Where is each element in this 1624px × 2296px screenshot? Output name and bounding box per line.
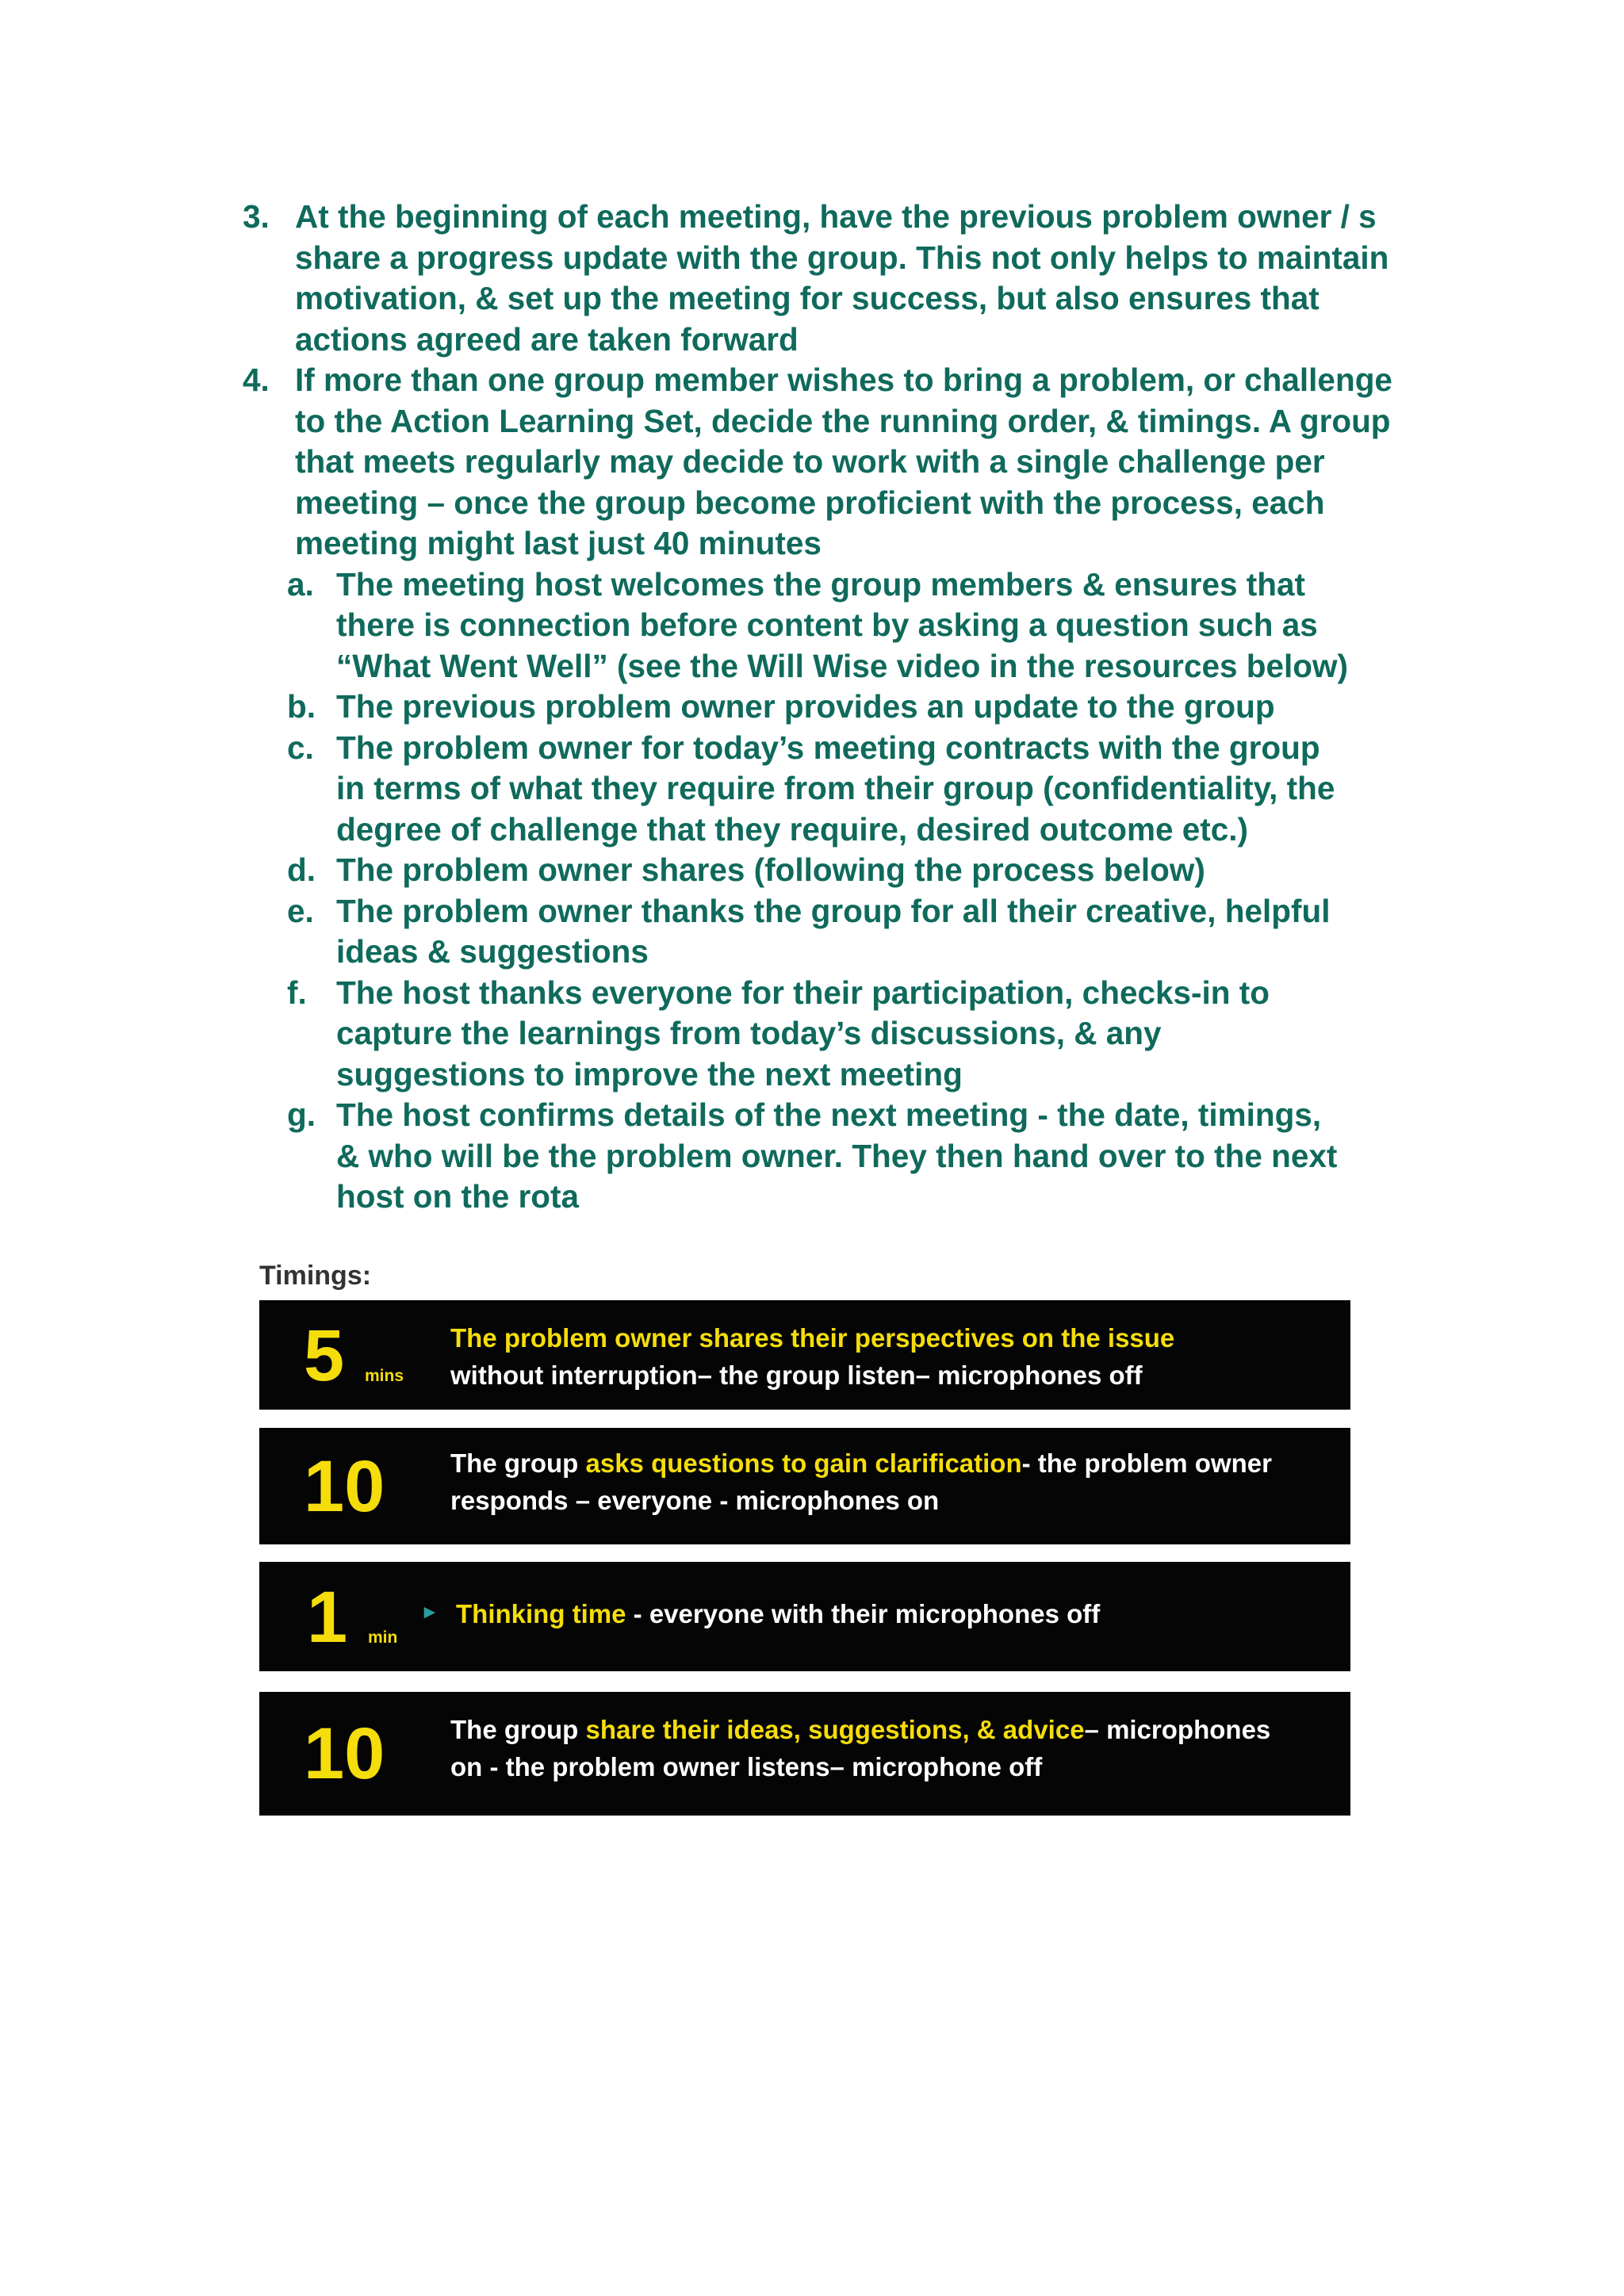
timing-description <box>456 1595 1336 1632</box>
step-line: meeting – once the group become proficient with the process, each <box>295 484 1325 521</box>
timing-line-1 <box>450 1711 1331 1748</box>
timing-description <box>450 1445 1331 1519</box>
sub-item-c <box>287 728 1448 851</box>
arrow-right-icon: ► <box>420 1601 439 1623</box>
step-line: At the beginning of each meeting, have the previous problem owner / s <box>295 198 1377 235</box>
sub-line: in terms of what they require from their group (confidentiality, the <box>336 770 1335 806</box>
sub-line: capture the learnings from today’s discussions, & any <box>336 1015 1162 1051</box>
timing-text: - the problem owner <box>1021 1448 1272 1478</box>
timing-description <box>450 1319 1331 1394</box>
timing-line: responds – everyone - microphones on <box>450 1486 940 1515</box>
step-4 <box>243 360 1448 564</box>
sub-letter: f. <box>287 974 307 1011</box>
step-line: share a progress update with the group. This not only helps to maintain <box>295 239 1389 276</box>
sub-item-b <box>287 687 1448 728</box>
timing-value: 5 <box>304 1315 345 1396</box>
step-body <box>295 197 1448 360</box>
timing-line-1 <box>450 1445 1331 1482</box>
sub-letter: b. <box>287 688 316 725</box>
timing-box-1 <box>259 1300 1350 1410</box>
sub-letter: e. <box>287 892 314 929</box>
sub-line: The previous problem owner provides an update to the group <box>336 688 1275 725</box>
sub-line: The problem owner thanks the group for all their creative, helpful <box>336 892 1331 929</box>
sub-item-f <box>287 973 1448 1096</box>
sub-line: The problem owner for today’s meeting contracts with the group <box>336 729 1320 766</box>
step-3 <box>243 197 1448 360</box>
steps-list <box>243 197 1448 1218</box>
sub-item-e <box>287 891 1448 973</box>
timing-line-1 <box>456 1595 1336 1632</box>
timing-highlight: share their ideas, suggestions, & advice <box>585 1715 1085 1744</box>
step-body <box>295 360 1448 564</box>
sub-line: The problem owner shares (following the process below) <box>336 851 1205 888</box>
sub-text <box>336 1095 1448 1218</box>
timings-heading: Timings: <box>259 1261 372 1291</box>
step-line: that meets regularly may decide to work with a single challenge per <box>295 443 1325 480</box>
sub-line: degree of challenge that they require, desired outcome etc.) <box>336 810 1249 848</box>
sub-text <box>336 728 1448 851</box>
timing-highlight: The problem owner shares their perspectives on the issue <box>450 1323 1175 1353</box>
timing-description <box>450 1711 1331 1785</box>
sub-text <box>336 850 1448 891</box>
timing-highlight: asks questions to gain clarification <box>585 1448 1022 1478</box>
timing-value: 10 <box>304 1713 385 1794</box>
sub-line: host on the rota <box>336 1178 579 1215</box>
step-line: If more than one group member wishes to bring a problem, or challenge <box>295 362 1392 398</box>
step-line: actions agreed are taken forward <box>295 320 799 358</box>
timing-unit: mins <box>365 1367 404 1385</box>
sub-letter: a. <box>287 565 314 603</box>
sub-item-d <box>287 850 1448 891</box>
sub-line: The host thanks everyone for their participation, checks-in to <box>336 974 1270 1011</box>
sub-text <box>336 973 1448 1096</box>
sub-letter: c. <box>287 729 314 766</box>
timing-box-2 <box>259 1428 1350 1544</box>
sub-text <box>336 891 1448 973</box>
step-number: 3. <box>243 198 270 235</box>
sub-letter: d. <box>287 851 316 888</box>
timing-value: 1 <box>307 1577 348 1658</box>
sub-text <box>336 564 1448 687</box>
timing-line: on - the problem owner listens– microphone off <box>450 1752 1043 1781</box>
sub-item-a <box>287 564 1448 687</box>
sub-item-g <box>287 1095 1448 1218</box>
sub-letter: g. <box>287 1096 316 1133</box>
timing-line: without interruption– the group listen– microphones off <box>450 1360 1143 1390</box>
sub-line: The meeting host welcomes the group members & ensures that <box>336 565 1306 603</box>
step-line: motivation, & set up the meeting for success, but also ensures that <box>295 280 1320 316</box>
step-line: to the Action Learning Set, decide the running order, & timings. A group <box>295 402 1391 439</box>
step-number: 4. <box>243 362 270 398</box>
timing-text: The group <box>450 1715 586 1744</box>
timing-value: 10 <box>304 1446 385 1527</box>
sub-line: suggestions to improve the next meeting <box>336 1055 963 1093</box>
sub-text <box>336 687 1448 728</box>
sub-line: “What Went Well” (see the Will Wise video in the resources below) <box>336 647 1349 684</box>
sub-line: & who will be the problem owner. They then hand over to the next <box>336 1137 1338 1174</box>
timing-box-4 <box>259 1692 1350 1816</box>
sub-line: ideas & suggestions <box>336 933 649 970</box>
step-line: meeting might last just 40 minutes <box>295 525 822 561</box>
timing-text: – microphones <box>1084 1715 1271 1744</box>
sub-line: The host confirms details of the next meeting - the date, timings, <box>336 1096 1322 1133</box>
timing-text: The group <box>450 1448 586 1478</box>
sub-line: there is connection before content by asking a question such as <box>336 607 1318 643</box>
timing-box-3 <box>259 1562 1350 1671</box>
timing-unit: min <box>368 1628 398 1647</box>
timing-highlight: Thinking time <box>456 1599 626 1628</box>
timing-text: - everyone with their microphones off <box>626 1599 1101 1628</box>
